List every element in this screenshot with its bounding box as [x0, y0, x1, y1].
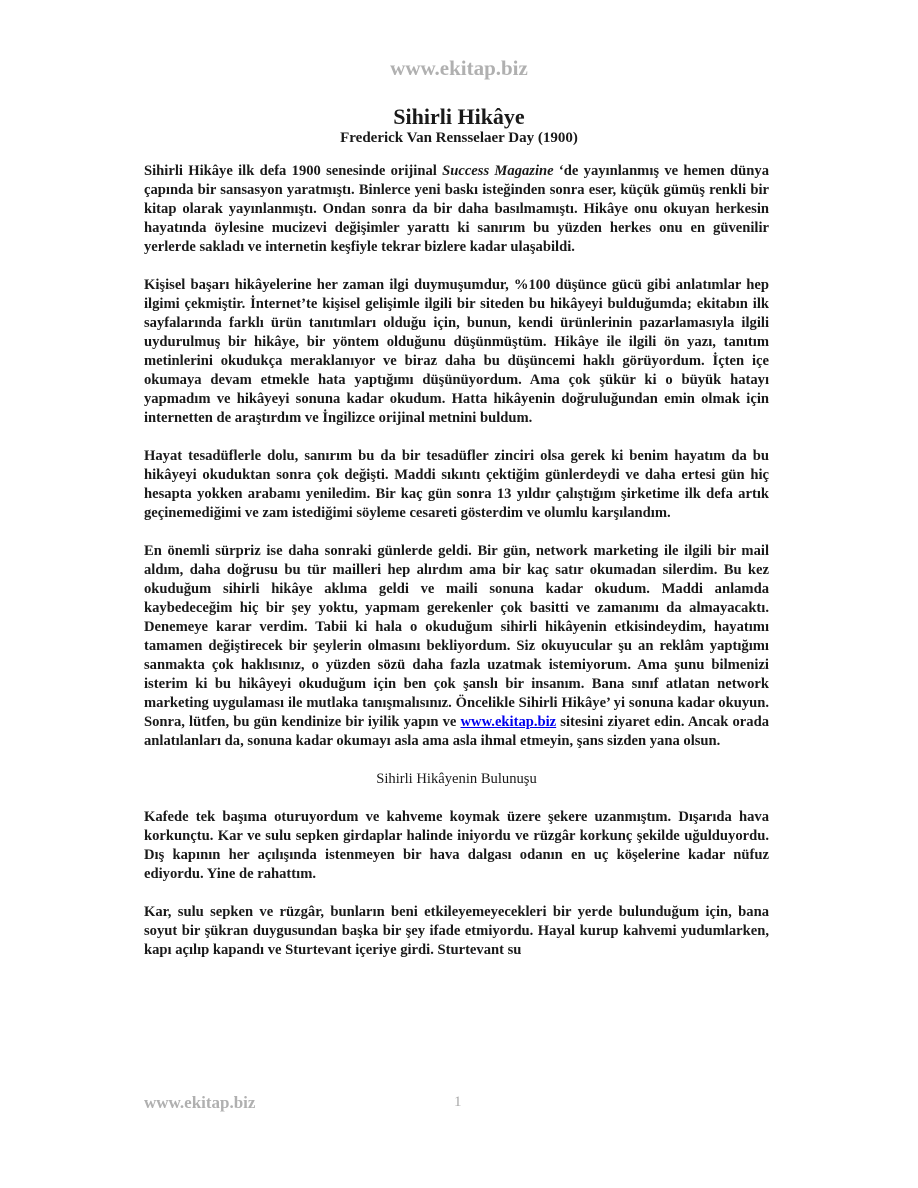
page-number: 1 — [454, 1094, 462, 1110]
document-body — [144, 162, 769, 979]
paragraph-personal-interest: Kişisel başarı hikâyelerine her zaman ilgi duymuşumdur, %100 düşünce gücü gibi anlatımlar hep ilgimi çekmiştir. İnternet’te kişisel gelişimle ilgili bir siteden bu hikâyeyi bulduğumda; ekitabın ilk sayfalarında farklı ürün tanıtımları olduğu için, bunun, kendi ürünlerinin pazarlamasıyla ilgili uydurulmuş bir hikâye, bir yöntem olduğunu düşünmüştüm. Hikâye ile ilgili ön yazı, tanıtım metinlerini okudukça meraklanıyor ve biraz daha bu düşüncemi haklı görüyordum. İçten içe okumaya devam etmekle hata yaptığımı düşünüyordum. Ama çok şükür ki o büyük hatayı yapmadım ve hikâyeyi sonuna kadar okudum. Hatta hikâyenin doğruluğundan emin olmak için internetten de araştırdım ve İngilizce orijinal metnini buldum. — [144, 277, 769, 426]
footer-site-watermark: www.ekitap.biz — [144, 1093, 256, 1112]
paragraph-surprise-part-b: sitesini ziyaret edin. Ancak orada anlatılanları da, sonuna kadar okumayı asla ama asla ihmal etmeyin, şans sizden yana olsun. — [144, 714, 769, 749]
paragraph-cafe: Kafede tek başıma oturuyordum ve kahveme koymak üzere şekere uzanmıştım. Dışarıda hava korkunçtu. Kar ve sulu sepken girdaplar halinde iniyordu ve rüzgâr korkunç şekilde uğulduyordu. Dış kapının her açılışında istenmeyen bir hava dalgası odanın en uç köşelerine kadar nüfuz ediyordu. Yine de rahattım. — [144, 809, 769, 882]
paragraph-surprise-part-a: En önemli sürpriz ise daha sonraki günlerde geldi. Bir gün, network marketing ile ilgili bir mail aldım, daha doğrusu bu tür mailleri hep alırdım ama bir kaç satır okumadan silerdim. Bu kez okuduğum sihirli hikâye aklıma geldi ve maili sonuna kadar okudum. Maddi anlamda kaybedeceğim hiç bir şey yoktu, yapmam gerekenler çok basitti ve zamanımı da almayacaktı. Denemeye karar verdim. Tabii ki hala o okuduğum sihirli hikâyenin etkisindeydim, hayatımı tamamen değiştirecek bir şeylerin olmasını bekliyordum. Siz okuyucular şu an reklâm yaptığımı sanmakta çok haklısınız, o yüzden sözü daha fazla uzatmak istemiyorum. Ama şunu bilmenizi isterim ki bu hikâyeyi okuduğum için ben çok şanslı bir insanım. Bana sınıf atlatan network marketing uygulaması ile mutlaka tanışmalısınız. Öncelikle Sihirli Hikâye’ yi sonuna kadar okuyun. Sonra, lütfen, bu gün kendinize bir iyilik yapın ve — [144, 543, 769, 730]
document-title: Sihirli Hikâye — [393, 104, 525, 129]
paragraph-sturtevant: Kar, sulu sepken ve rüzgâr, bunların beni etkileyemeyecekleri bir yerde bulunduğum için, bana soyut bir şükran duygusundan başka bir şey ifade etmiyordu. Hayal kurup kahvemi yudumlarken, kapı açılıp kapandı ve Sturtevant içeriye girdi. Sturtevant su — [144, 904, 769, 958]
site-header-watermark: www.ekitap.biz — [390, 56, 528, 80]
paragraph-intro-part-b: ‘de yayınlanmış ve hemen dünya çapında bir sansasyon yaratmıştı. Binlerce yeni baskı isteğinden sonra eser, küçük gümüş renkli bir kitap olarak yayınlanmıştı. Ondan sonra da bir daha basılmamıştı. Hikâye onu okuyan herkesin hayatında öylesine mucizevi değişimler yarattı ki sanırım bu yüzden herkes onu en güvenilir yerlerde sakladı ve internetin keşfiyle tekrar bizlere kadar ulaşabildi. — [144, 163, 769, 255]
ekitap-link[interactable]: www.ekitap.biz — [460, 714, 557, 730]
paragraph-coincidences: Hayat tesadüflerle dolu, sanırım bu da bir tesadüfler zinciri olsa gerek ki benim hayatım da bu hikâyeyi okuduktan sonra çok değişti. Maddi sıkıntı çektiğim günlerdeydi ve daha ertesi gün hiç hesapta yokken arabamı yeniledim. Bir kaç gün sonra 13 yıldır çalıştığım şirketime ilk defa artık geçinemediğimi ve zam istediğimi söyleme cesareti gösterdim ve olumlu karşılandım. — [144, 448, 769, 521]
section-heading: Sihirli Hikâyenin Bulunuşu — [376, 771, 537, 787]
document-author-line: Frederick Van Rensselaer Day (1900) — [340, 130, 578, 146]
magazine-name: Success Magazine — [442, 163, 554, 179]
paragraph-intro — [144, 162, 769, 257]
paragraph-surprise — [144, 542, 769, 751]
paragraph-intro-part-a: Sihirli Hikâye ilk defa 1900 senesinde orijinal — [144, 163, 443, 179]
